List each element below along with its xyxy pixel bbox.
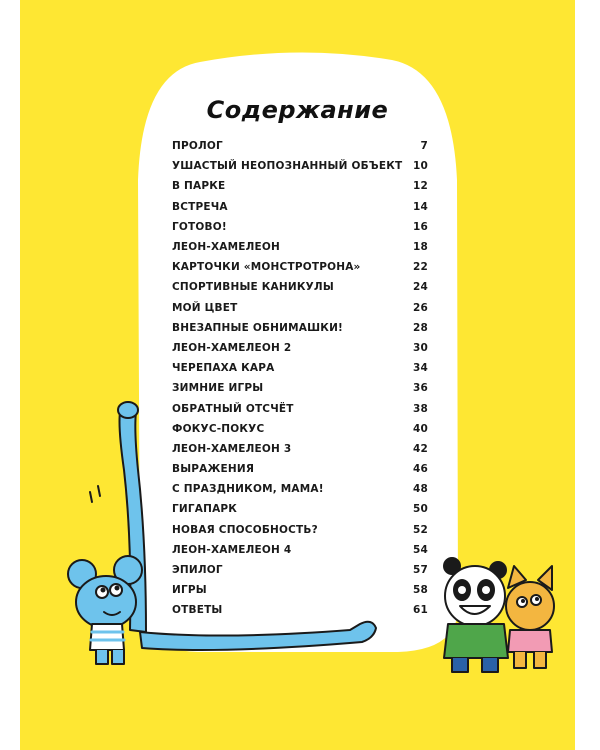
toc-entry-title: ЛЕОН-ХАМЕЛЕОН 3 — [172, 442, 292, 455]
toc-entry-title: ОБРАТНЫЙ ОТСЧЁТ — [172, 402, 294, 415]
toc-entry[interactable] — [172, 398, 428, 418]
toc-entry[interactable] — [172, 217, 428, 237]
toc-entry[interactable] — [172, 378, 428, 398]
cat-illustration — [506, 566, 554, 668]
toc-entry-title: ФОКУС-ПОКУС — [172, 422, 265, 435]
toc-entry[interactable] — [172, 580, 428, 600]
toc-entry-title: ВЫРАЖЕНИЯ — [172, 463, 255, 476]
toc-entry-page: 46 — [412, 463, 428, 476]
toc-entry[interactable] — [172, 176, 428, 196]
toc-entry[interactable] — [172, 560, 428, 580]
toc-entry-title: ИГРЫ — [172, 584, 207, 597]
toc-entry[interactable] — [172, 298, 428, 318]
toc-entry-page: 7 — [420, 140, 428, 153]
toc-entry-title: ЧЕРЕПАХА КАРА — [172, 362, 275, 375]
toc-entry-page: 16 — [412, 220, 428, 233]
toc-entry-page: 42 — [412, 442, 428, 455]
toc-entry-page: 26 — [412, 301, 428, 314]
toc-entry-title: НОВАЯ СПОСОБНОСТЬ? — [172, 523, 318, 536]
toc-entry-title: ЛЕОН-ХАМЕЛЕОН 2 — [172, 341, 292, 354]
toc-entry[interactable] — [172, 338, 428, 358]
toc-entry-page: 54 — [412, 543, 428, 556]
toc-entry-title: ЛЕОН-ХАМЕЛЕОН — [172, 241, 281, 254]
table-of-contents — [172, 136, 428, 621]
book-page — [20, 0, 575, 750]
toc-entry-page: 48 — [412, 483, 428, 496]
toc-entry[interactable] — [172, 479, 428, 499]
toc-entry-title: ЗИМНИЕ ИГРЫ — [172, 382, 264, 395]
toc-entry-page: 61 — [412, 604, 428, 617]
toc-entry[interactable] — [172, 540, 428, 560]
toc-entry-title: ЭПИЛОГ — [172, 564, 223, 577]
toc-entry[interactable] — [172, 277, 428, 297]
toc-entry[interactable] — [172, 136, 428, 156]
toc-entry[interactable] — [172, 520, 428, 540]
toc-entry[interactable] — [172, 499, 428, 519]
toc-entry-title: МОЙ ЦВЕТ — [172, 301, 238, 314]
toc-entry-title: ПРОЛОГ — [172, 140, 223, 153]
toc-entry[interactable] — [172, 156, 428, 176]
toc-entry-page: 58 — [412, 584, 428, 597]
toc-entry-page: 18 — [412, 241, 428, 254]
toc-entry-title: ГОТОВО! — [172, 220, 227, 233]
toc-entry-page: 40 — [412, 422, 428, 435]
toc-entry-page: 57 — [412, 564, 428, 577]
toc-entry-title: УШАСТЫЙ НЕОПОЗНАННЫЙ ОБЪЕКТ — [172, 160, 403, 173]
toc-entry[interactable] — [172, 459, 428, 479]
toc-entry-page: 12 — [412, 180, 428, 193]
toc-entry-title: ВНЕЗАПНЫЕ ОБНИМАШКИ! — [172, 321, 344, 334]
toc-entry[interactable] — [172, 318, 428, 338]
toc-entry-title: ВСТРЕЧА — [172, 200, 228, 213]
panda-illustration — [444, 558, 508, 672]
toc-entry[interactable] — [172, 237, 428, 257]
toc-entry-title: ОТВЕТЫ — [172, 604, 223, 617]
toc-entry-title: ГИГАПАРК — [172, 503, 238, 516]
toc-entry-page: 34 — [412, 362, 428, 375]
toc-entry-title: СПОРТИВНЫЕ КАНИКУЛЫ — [172, 281, 334, 294]
toc-entry-title: ЛЕОН-ХАМЕЛЕОН 4 — [172, 543, 292, 556]
contents-title: Содержание — [206, 96, 389, 124]
toc-entry[interactable] — [172, 358, 428, 378]
toc-entry-page: 28 — [412, 321, 428, 334]
toc-entry[interactable] — [172, 257, 428, 277]
toc-entry-page: 24 — [412, 281, 428, 294]
toc-entry-page: 52 — [412, 523, 428, 536]
toc-entry-title: В ПАРКЕ — [172, 180, 226, 193]
toc-entry[interactable] — [172, 197, 428, 217]
toc-entry-page: 50 — [412, 503, 428, 516]
toc-entry[interactable] — [172, 600, 428, 620]
toc-entry-title: С ПРАЗДНИКОМ, МАМА! — [172, 483, 324, 496]
toc-entry-page: 22 — [412, 261, 428, 274]
toc-entry[interactable] — [172, 419, 428, 439]
toc-entry-title: КАРТОЧКИ «МОНСТРОТРОНА» — [172, 261, 361, 274]
toc-entry-page: 30 — [412, 341, 428, 354]
toc-entry-page: 10 — [412, 160, 428, 173]
toc-entry-page: 36 — [412, 382, 428, 395]
toc-entry-page: 38 — [412, 402, 428, 415]
toc-entry[interactable] — [172, 439, 428, 459]
toc-entry-page: 14 — [412, 200, 428, 213]
